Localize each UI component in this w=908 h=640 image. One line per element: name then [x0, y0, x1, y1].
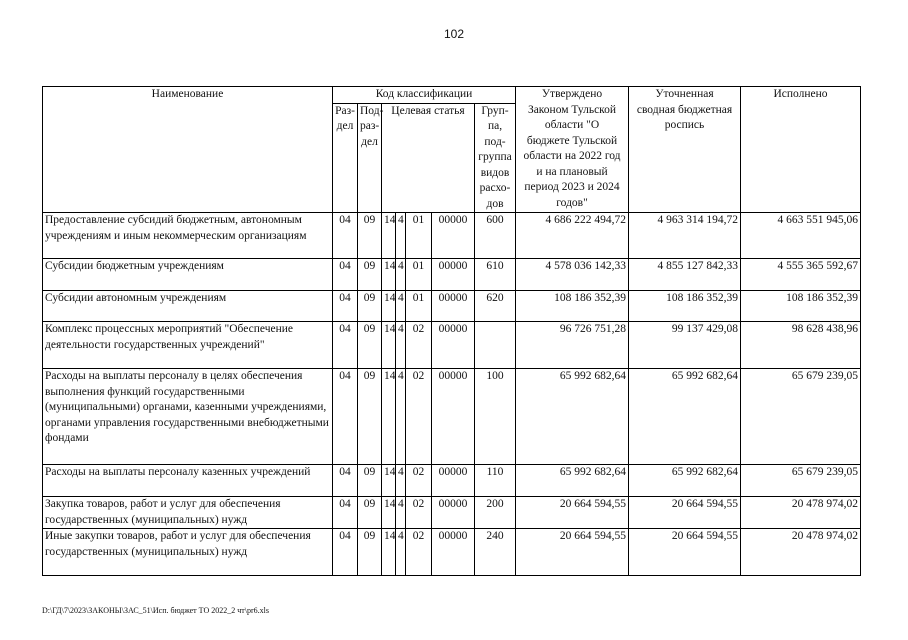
- table-row: [43, 369, 861, 465]
- row-refined: 108 186 352,39: [629, 291, 741, 322]
- row-cs-program: 14: [382, 322, 396, 369]
- row-refined: 20 664 594,55: [629, 497, 741, 529]
- row-cs-direction: 00000: [432, 291, 475, 322]
- row-razdel: 04: [333, 259, 358, 291]
- row-executed: 20 478 974,02: [741, 529, 861, 576]
- column-header-target-article: Целевая статья: [382, 103, 475, 213]
- row-cs-direction: 00000: [432, 529, 475, 576]
- row-razdel: 04: [333, 291, 358, 322]
- row-cs-direction: 00000: [432, 465, 475, 497]
- page-number: 102: [443, 27, 465, 41]
- column-header-executed: Исполнено: [741, 87, 861, 213]
- table-row: [43, 322, 861, 369]
- row-executed: 20 478 974,02: [741, 497, 861, 529]
- row-approved: 20 664 594,55: [516, 529, 629, 576]
- row-refined: 65 992 682,64: [629, 369, 741, 465]
- row-executed: 65 679 239,05: [741, 465, 861, 497]
- row-name: Расходы на выплаты персоналу казенных учреждений: [43, 465, 333, 497]
- row-refined: 65 992 682,64: [629, 465, 741, 497]
- row-cs-type: 4: [396, 259, 406, 291]
- row-podrazdel: 09: [358, 529, 382, 576]
- row-approved: 65 992 682,64: [516, 369, 629, 465]
- row-cs-program: 14: [382, 369, 396, 465]
- row-razdel: 04: [333, 465, 358, 497]
- row-vid: 610: [475, 259, 516, 291]
- row-approved: 4 578 036 142,33: [516, 259, 629, 291]
- row-refined: 99 137 429,08: [629, 322, 741, 369]
- row-executed: 108 186 352,39: [741, 291, 861, 322]
- table-row: [43, 291, 861, 322]
- row-name: Субсидии бюджетным учреждениям: [43, 259, 333, 291]
- row-cs-type: 4: [396, 213, 406, 259]
- row-cs-type: 4: [396, 529, 406, 576]
- row-podrazdel: 09: [358, 369, 382, 465]
- column-header-name: Наименование: [43, 87, 333, 213]
- row-approved: 108 186 352,39: [516, 291, 629, 322]
- column-header-section: Раз- дел: [333, 103, 358, 213]
- row-podrazdel: 09: [358, 259, 382, 291]
- row-cs-complex: 02: [406, 497, 432, 529]
- row-cs-type: 4: [396, 465, 406, 497]
- row-cs-program: 14: [382, 259, 396, 291]
- row-executed: 65 679 239,05: [741, 369, 861, 465]
- column-header-expense-group: Груп- па, под- группа видов расхо- дов: [475, 103, 516, 213]
- column-header-refined: Уточненная сводная бюджетная роспись: [629, 87, 741, 213]
- row-cs-direction: 00000: [432, 497, 475, 529]
- row-cs-type: 4: [396, 291, 406, 322]
- row-executed: 4 663 551 945,06: [741, 213, 861, 259]
- row-executed: 4 555 365 592,67: [741, 259, 861, 291]
- row-name: Расходы на выплаты персоналу в целях обеспечения выполнения функций государственными (муниципальными) органами, казенными учреждениями, органами управления государственными внебюджетными фондами: [43, 369, 333, 465]
- row-cs-direction: 00000: [432, 213, 475, 259]
- table-row: [43, 213, 861, 259]
- header-row-top: [43, 87, 861, 104]
- row-cs-complex: 02: [406, 369, 432, 465]
- table-row: [43, 465, 861, 497]
- row-name: Комплекс процессных мероприятий "Обеспечение деятельности государственных учреждений": [43, 322, 333, 369]
- row-cs-complex: 02: [406, 322, 432, 369]
- row-refined: 4 963 314 194,72: [629, 213, 741, 259]
- file-path-footer: D:\ГД\7\2023\ЗАКОНЫ\ЗАС_51\Исп. бюджет ТО 2022_2 чт\pr6.xls: [42, 606, 269, 615]
- column-header-subsection: Под- раз- дел: [358, 103, 382, 213]
- row-razdel: 04: [333, 213, 358, 259]
- row-approved: 20 664 594,55: [516, 497, 629, 529]
- row-refined: 20 664 594,55: [629, 529, 741, 576]
- row-razdel: 04: [333, 497, 358, 529]
- row-vid: [475, 322, 516, 369]
- row-cs-program: 14: [382, 465, 396, 497]
- column-header-approved: Утверждено Законом Тульской области "О бюджете Тульской области на 2022 год и на плановый период 2023 и 2024 годов": [516, 87, 629, 213]
- row-approved: 65 992 682,64: [516, 465, 629, 497]
- row-cs-direction: 00000: [432, 322, 475, 369]
- row-vid: 620: [475, 291, 516, 322]
- row-refined: 4 855 127 842,33: [629, 259, 741, 291]
- row-cs-type: 4: [396, 322, 406, 369]
- row-podrazdel: 09: [358, 465, 382, 497]
- table-row: [43, 259, 861, 291]
- table-row: [43, 529, 861, 576]
- row-podrazdel: 09: [358, 497, 382, 529]
- row-vid: 200: [475, 497, 516, 529]
- table-row: [43, 497, 861, 529]
- row-podrazdel: 09: [358, 213, 382, 259]
- row-cs-complex: 01: [406, 259, 432, 291]
- budget-table: [42, 86, 861, 576]
- row-name: Закупка товаров, работ и услуг для обеспечения государственных (муниципальных) нужд: [43, 497, 333, 529]
- row-podrazdel: 09: [358, 291, 382, 322]
- row-podrazdel: 09: [358, 322, 382, 369]
- row-cs-program: 14: [382, 291, 396, 322]
- row-cs-program: 14: [382, 497, 396, 529]
- row-approved: 96 726 751,28: [516, 322, 629, 369]
- row-executed: 98 628 438,96: [741, 322, 861, 369]
- row-cs-program: 14: [382, 213, 396, 259]
- row-cs-complex: 02: [406, 465, 432, 497]
- row-cs-type: 4: [396, 369, 406, 465]
- row-name: Предоставление субсидий бюджетным, автономным учреждениям и иным некоммерческим организациям: [43, 213, 333, 259]
- row-cs-direction: 00000: [432, 259, 475, 291]
- row-cs-direction: 00000: [432, 369, 475, 465]
- row-cs-complex: 01: [406, 213, 432, 259]
- row-razdel: 04: [333, 322, 358, 369]
- row-name: Субсидии автономным учреждениям: [43, 291, 333, 322]
- row-name: Иные закупки товаров, работ и услуг для обеспечения государственных (муниципальных) нужд: [43, 529, 333, 576]
- row-cs-type: 4: [396, 497, 406, 529]
- row-cs-program: 14: [382, 529, 396, 576]
- row-razdel: 04: [333, 529, 358, 576]
- row-cs-complex: 01: [406, 291, 432, 322]
- row-approved: 4 686 222 494,72: [516, 213, 629, 259]
- row-vid: 240: [475, 529, 516, 576]
- row-razdel: 04: [333, 369, 358, 465]
- row-cs-complex: 02: [406, 529, 432, 576]
- row-vid: 600: [475, 213, 516, 259]
- column-header-code-group: Код классификации: [333, 87, 516, 104]
- row-vid: 110: [475, 465, 516, 497]
- row-vid: 100: [475, 369, 516, 465]
